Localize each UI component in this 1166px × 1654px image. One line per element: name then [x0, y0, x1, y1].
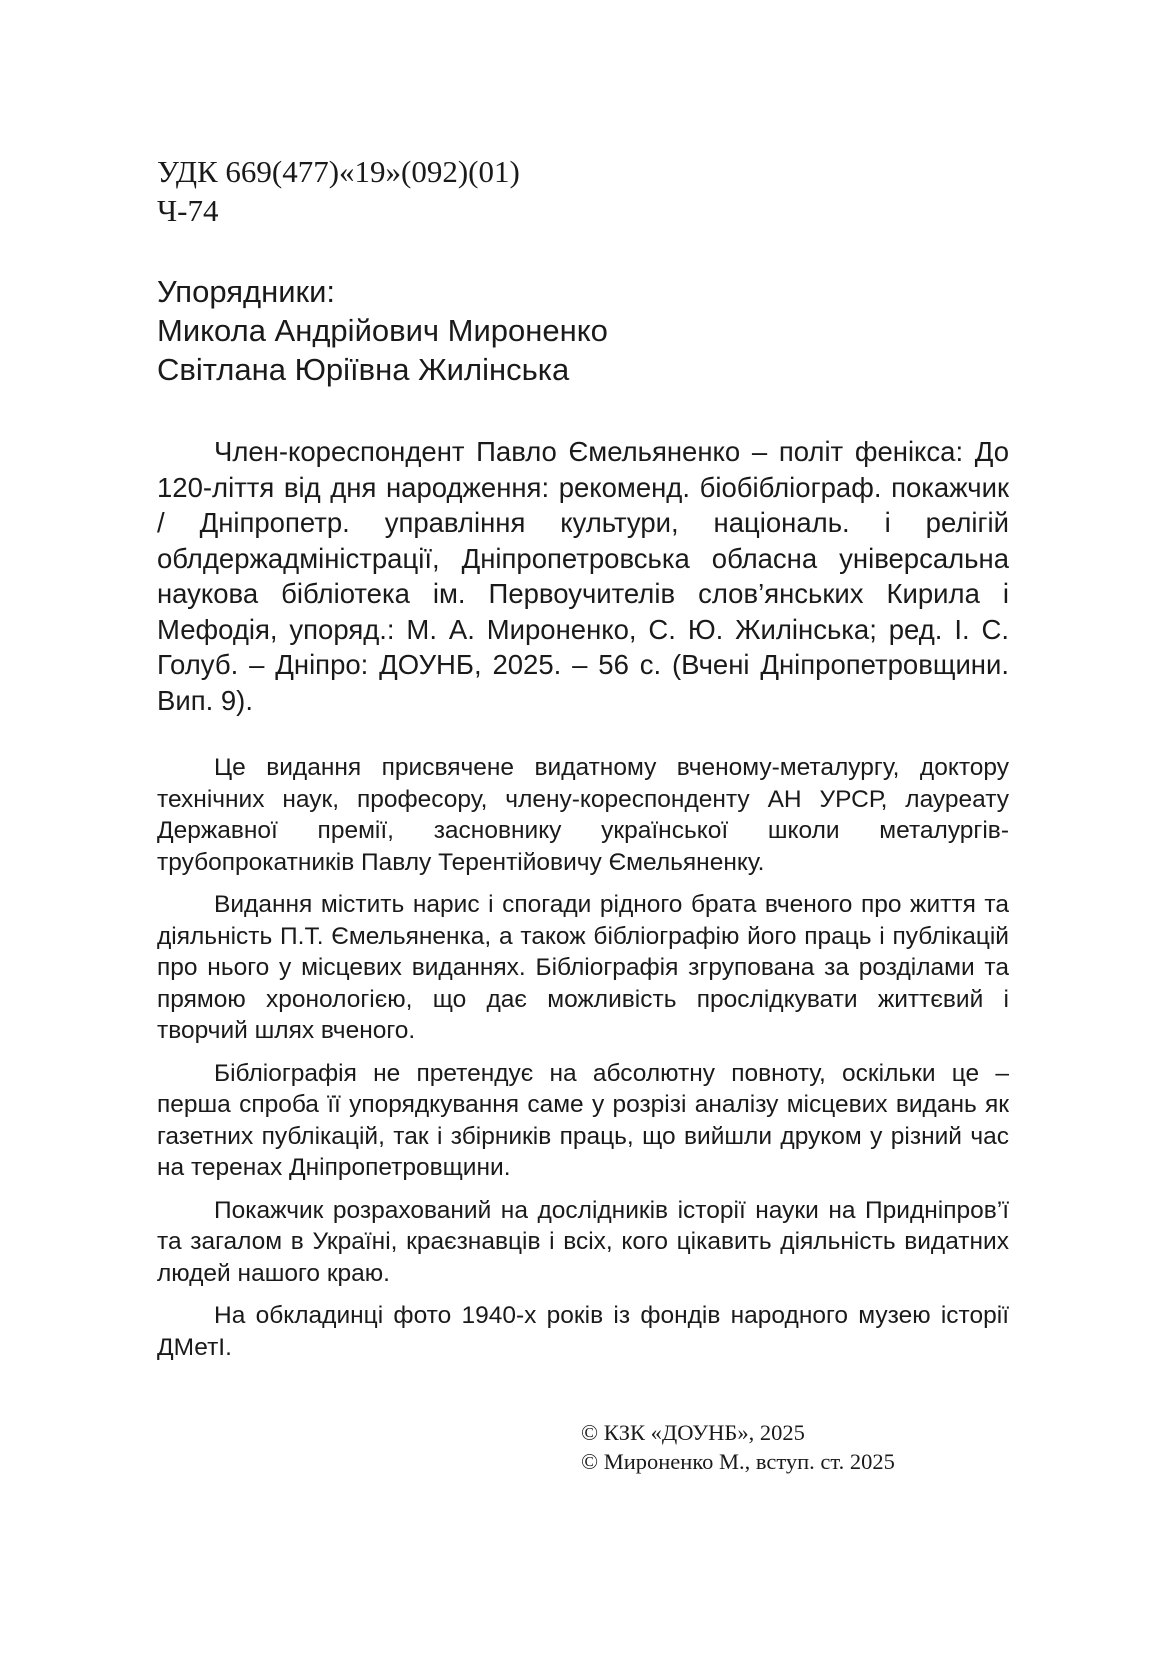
copyright-block [581, 1418, 895, 1476]
abstract [157, 752, 1009, 1374]
bibliographic-record-text: Член-кореспондент Павло Ємельяненко – політ фенікса: До 120-ліття від дня народження: рекоменд. біобібліограф. покажчик / Дніпропетр. управління культури, національ. і релігій облдержадміністрації, Дніпропетровська обласна універсальна наукова бібліотека ім. Первоучителів слов’янських Кирила і Мефодія, упоряд.: М. А. Мироненко, С. Ю. Жилінська; ред. І. С. Голуб. – Дніпро: ДОУНБ, 2025. – 56 с. (Вчені Дніпропетровщини. Вип. 9). [157, 436, 1009, 716]
abstract-paragraph: Це видання присвячене видатному вченому-металургу, доктору технічних наук, професору, члену-кореспонденту АН УРСР, лауреату Державної премії, засновнику української школи металургів-трубопрокатників Павлу Терентійовичу Ємельяненку. [157, 754, 1009, 876]
copyright-line: © КЗК «ДОУНБ», 2025 [581, 1420, 805, 1445]
compiler-name: Микола Андрійович Мироненко [157, 313, 608, 348]
abstract-paragraph: Бібліографія не претендує на абсолютну повноту, оскільки це – перша спроба її упорядкування саме у розрізі аналізу місцевих видань як газетних публікацій, так і збірників праць, що вийшли друком у різний час на теренах Дніпропетровщини. [157, 1059, 1009, 1181]
abstract-paragraph: Покажчик розрахований на дослідників історії науки на Придніпров’ї та загалом в Україні, краєзнавців і всіх, кого цікавить діяльність видатних людей нашого краю. [157, 1196, 1009, 1287]
abstract-paragraph: На обкладинці фото 1940-х років із фондів народного музею історії ДМетІ. [157, 1302, 1009, 1361]
copyright-line: © Мироненко М., вступ. ст. 2025 [581, 1449, 895, 1474]
compilers-label: Упорядники: [157, 274, 336, 309]
udk-code: УДК 669(477)«19»(092)(01) [157, 154, 520, 189]
classification-block [157, 152, 520, 230]
compilers-block [157, 272, 608, 389]
abstract-paragraph: Видання містить нарис і спогади рідного брата вченого про життя та діяльність П.Т. Ємельяненка, а також бібліографію його праць і публікацій про нього у місцевих виданнях. Бібліографія згрупована за розділами та прямою хронологією, що дає можливість прослідкувати життєвий і творчий шлях вченого. [157, 891, 1009, 1044]
author-mark: Ч-74 [157, 193, 219, 228]
compiler-name: Світлана Юріївна Жилінська [157, 352, 570, 387]
bibliographic-record [157, 434, 1009, 718]
